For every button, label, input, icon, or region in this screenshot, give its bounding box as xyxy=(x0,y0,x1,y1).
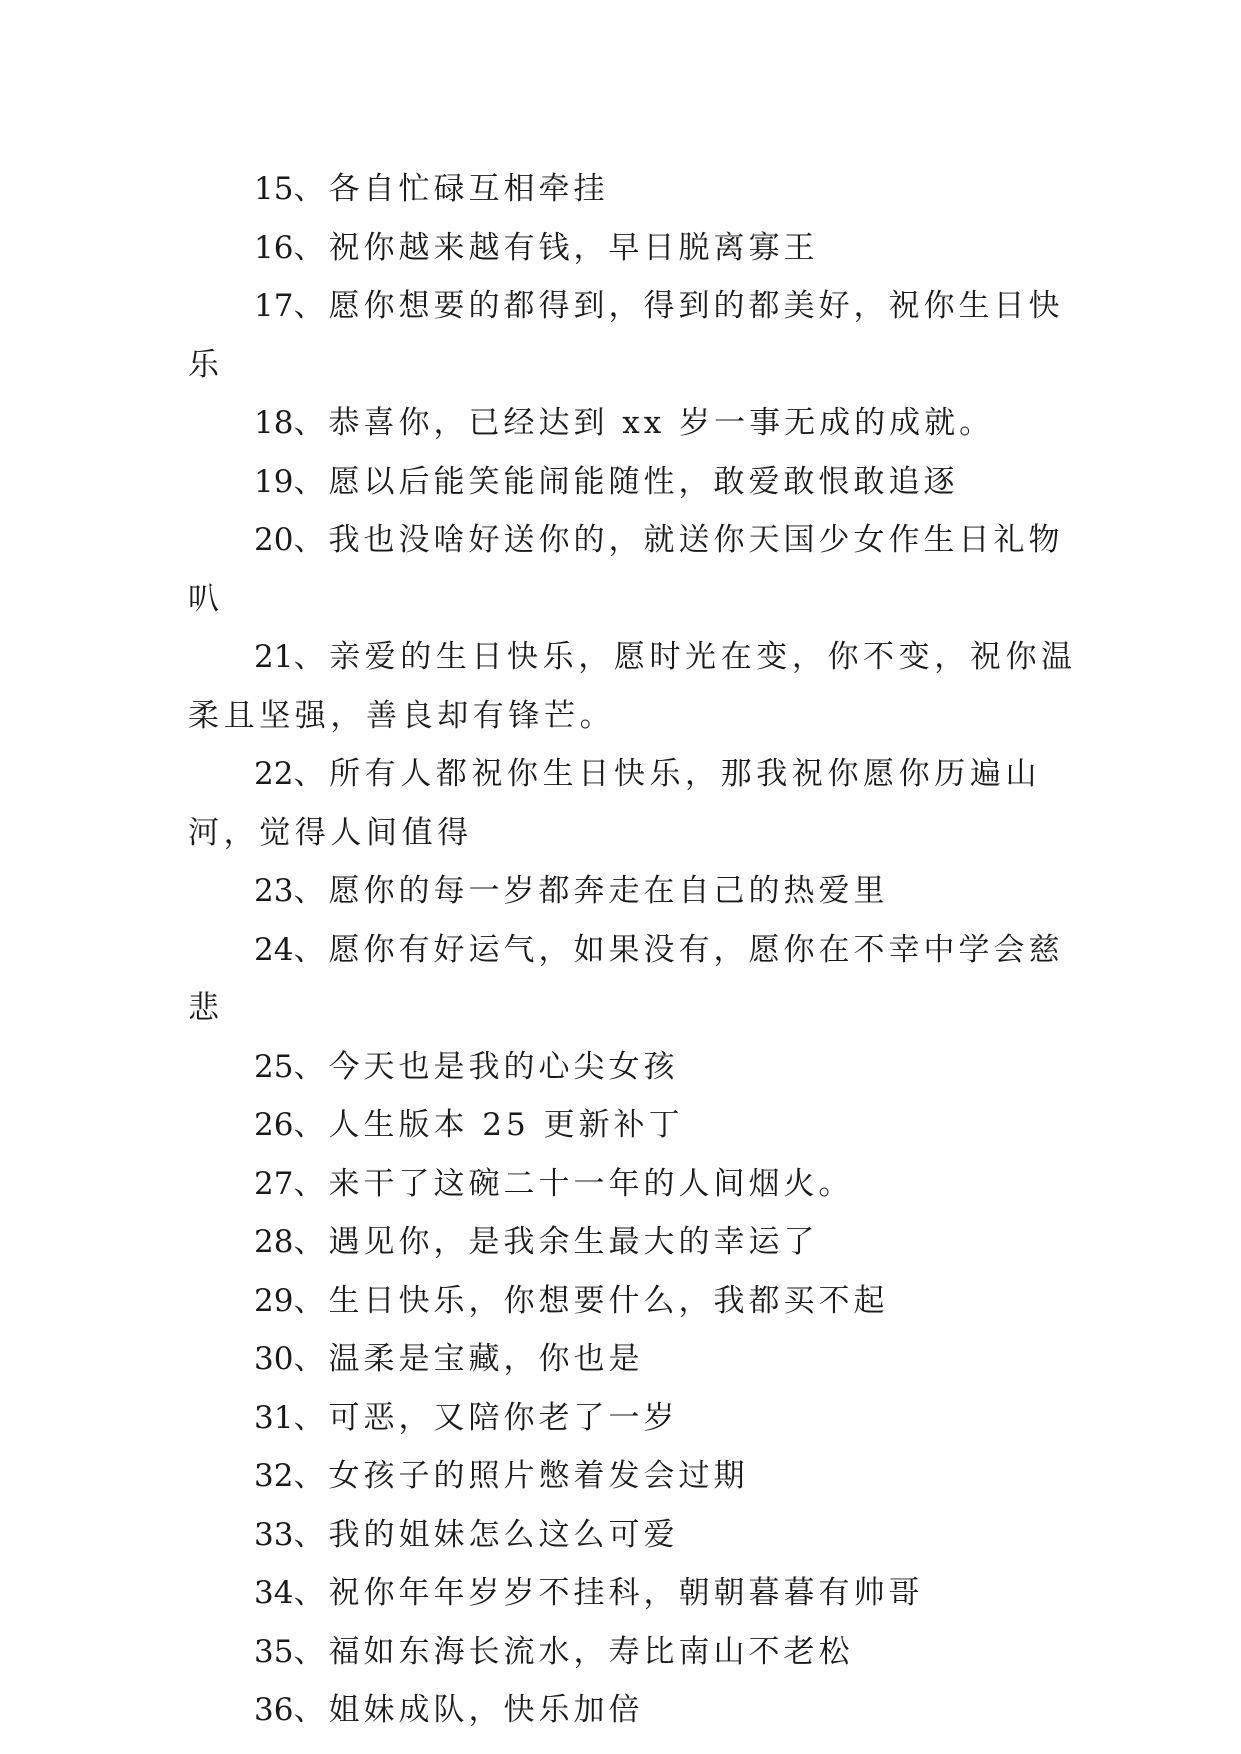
item-number: 29 xyxy=(254,1282,294,1319)
list-item: 21、亲爱的生日快乐，愿时光在变，你不变，祝你温柔且坚强，善良却有锋芒。 xyxy=(188,639,1077,734)
wishes-list xyxy=(188,160,1083,1740)
list-item: 30、温柔是宝藏，你也是 xyxy=(254,1341,644,1377)
item-text: 今天也是我的心尖女孩 xyxy=(328,1048,679,1085)
item-number: 21 xyxy=(254,639,294,675)
list-item: 19、愿以后能笑能闹能随性，敢爱敢恨敢追逐 xyxy=(254,463,959,500)
item-number: 26 xyxy=(254,1107,294,1143)
item-number: 19 xyxy=(254,463,294,500)
item-text: 愿你的每一岁都奔走在自己的热爱里 xyxy=(328,873,889,909)
item-text: 祝你越来越有钱，早日脱离寡王 xyxy=(328,229,819,266)
item-number: 34 xyxy=(254,1575,294,1611)
list-item: 35、福如东海长流水，寿比南山不老松 xyxy=(254,1633,854,1670)
list-item: 22、所有人都祝你生日快乐，那我祝你愿你历遍山河，觉得人间值得 xyxy=(188,756,1042,851)
item-text: 来干了这碗二十一年的人间烟火。 xyxy=(328,1165,854,1202)
item-number: 22 xyxy=(254,756,294,792)
item-text: 遇见你，是我余生最大的幸运了 xyxy=(328,1224,819,1260)
list-item: 20、我也没啥好送你的，就送你天国少女作生日礼物叭 xyxy=(188,522,1064,617)
item-text: 福如东海长流水，寿比南山不老松 xyxy=(328,1633,854,1670)
list-item: 31、可恶，又陪你老了一岁 xyxy=(254,1399,679,1436)
item-number: 17 xyxy=(254,288,294,324)
item-number: 16 xyxy=(254,229,294,266)
item-number: 35 xyxy=(254,1633,294,1670)
list-item: 29、生日快乐，你想要什么，我都买不起 xyxy=(254,1282,889,1319)
item-text: 各自忙碌互相牵挂 xyxy=(328,171,609,207)
list-item: 32、女孩子的照片憋着发会过期 xyxy=(254,1458,749,1494)
list-item: 25、今天也是我的心尖女孩 xyxy=(254,1048,679,1085)
item-text: 生日快乐，你想要什么，我都买不起 xyxy=(328,1282,889,1319)
list-item: 28、遇见你，是我余生最大的幸运了 xyxy=(254,1224,819,1260)
list-item: 27、来干了这碗二十一年的人间烟火。 xyxy=(254,1165,854,1202)
item-text: 人生版本 25 更新补丁 xyxy=(328,1107,684,1143)
item-text: 我也没啥好送你的，就送你天国少女作生日礼物叭 xyxy=(188,522,1064,617)
list-item: 24、愿你有好运气，如果没有，愿你在不幸中学会慈悲 xyxy=(188,931,1064,1026)
list-item: 36、姐妹成队，快乐加倍 xyxy=(254,1692,644,1728)
list-item: 16、祝你越来越有钱，早日脱离寡王 xyxy=(254,229,819,266)
item-number: 30 xyxy=(254,1341,294,1377)
item-text: 姐妹成队，快乐加倍 xyxy=(328,1692,644,1728)
item-number: 36 xyxy=(254,1692,294,1728)
item-number: 15 xyxy=(254,171,294,207)
item-text: 温柔是宝藏，你也是 xyxy=(328,1341,644,1377)
list-item: 33、我的姐妹怎么这么可爱 xyxy=(254,1516,679,1553)
item-text: 女孩子的照片憋着发会过期 xyxy=(328,1458,749,1494)
item-number: 25 xyxy=(254,1048,294,1085)
item-text: 可恶，又陪你老了一岁 xyxy=(328,1399,679,1436)
list-item: 18、恭喜你，已经达到 xx 岁一事无成的成就。 xyxy=(254,405,995,441)
item-number: 20 xyxy=(254,522,294,558)
item-number: 32 xyxy=(254,1458,294,1494)
list-item: 23、愿你的每一岁都奔走在自己的热爱里 xyxy=(254,873,889,909)
item-text: 我的姐妹怎么这么可爱 xyxy=(328,1516,679,1553)
item-text: 愿你想要的都得到，得到的都美好，祝你生日快乐 xyxy=(188,288,1064,383)
list-item: 17、愿你想要的都得到，得到的都美好，祝你生日快乐 xyxy=(188,288,1064,383)
list-item: 26、人生版本 25 更新补丁 xyxy=(254,1107,684,1143)
item-number: 23 xyxy=(254,873,294,909)
item-text: 亲爱的生日快乐，愿时光在变，你不变，祝你温柔且坚强，善良却有锋芒。 xyxy=(188,639,1077,734)
item-text: 所有人都祝你生日快乐，那我祝你愿你历遍山河，觉得人间值得 xyxy=(188,756,1042,851)
item-number: 28 xyxy=(254,1224,294,1260)
item-number: 27 xyxy=(254,1165,294,1202)
item-text: 祝你年年岁岁不挂科，朝朝暮暮有帅哥 xyxy=(328,1575,924,1611)
list-item: 15、各自忙碌互相牵挂 xyxy=(254,171,609,207)
item-text: 愿你有好运气，如果没有，愿你在不幸中学会慈悲 xyxy=(188,931,1064,1026)
item-number: 24 xyxy=(254,931,294,968)
item-number: 18 xyxy=(254,405,294,441)
list-item: 34、祝你年年岁岁不挂科，朝朝暮暮有帅哥 xyxy=(254,1575,924,1611)
item-number: 31 xyxy=(254,1399,294,1436)
item-text: 恭喜你，已经达到 xx 岁一事无成的成就。 xyxy=(328,405,995,441)
item-number: 33 xyxy=(254,1516,294,1553)
item-text: 愿以后能笑能闹能随性，敢爱敢恨敢追逐 xyxy=(328,463,959,500)
